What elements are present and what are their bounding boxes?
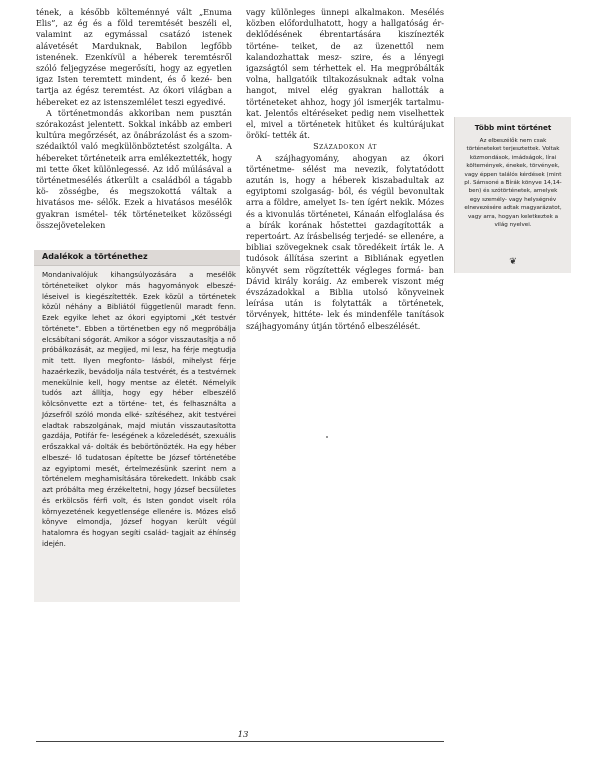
text-line: csak azt próbálta meg érzékeltetni, hogy József [42, 474, 236, 494]
text-line: mentse az életét. Némelyik tudós azt állítja, hogy [42, 377, 236, 398]
text-line: is. Mózes első könyve elmondja, József hogyan [42, 506, 236, 527]
text-line: közben előfordulhatott, hogy a hallgatóság ér- [246, 18, 444, 29]
text-line: leségének a közeledését, szexuális erőszakkal vá- [42, 431, 236, 451]
print-speck [326, 436, 328, 438]
text-line: gazdagították a repertoárt. Az írásbeliség terjedé- [246, 219, 444, 242]
text-line: Az elbeszélők nem csak [479, 138, 547, 144]
sidebar-paragraph [463, 137, 563, 229]
text-line: A történetmondás akkoriban nem pusztán [46, 107, 232, 118]
text-line: mi tette őket különlegessé. Az idő múlásával a [36, 163, 232, 174]
box-body [42, 270, 236, 550]
text-line: nyelvei. [509, 222, 532, 229]
text-line: egymással csatázó istenek alávetését Marduknak, [36, 29, 232, 51]
text-line: kultúra megőrzését, az önábrázolást és a szom- [36, 130, 232, 141]
text-line: becsületes és erkölcsös férfi volt, és Isten gondot [42, 485, 236, 505]
text-line: elnevezésére adtak [464, 205, 520, 212]
text-line: lő tudatosan építette be József történetébe az [42, 452, 237, 473]
text-line: szire, és a lényegi igazságtól sem térhettek el. Ha [246, 51, 445, 74]
text-line: zösségbe, és megszokottá váltak a hivatásos me- [36, 186, 232, 208]
text-line: történetmesélés átkerült a családból a tágabb kö- [36, 175, 232, 197]
text-line: sélők. Ezek a hivatásos mesélők gyakran ismétel- [36, 197, 232, 219]
text-line: hogyan keletkeztek a világ [494, 213, 559, 229]
text-line: lek és mindenféle tanítások szájhagyomány útján [246, 309, 444, 331]
footer-rule [36, 741, 444, 742]
text-line: ben tartja az égész teremtést. Az ókori világban a [36, 74, 232, 96]
text-line: se ellenére, a bibliai szövegeknek csak töredékeit [246, 231, 445, 253]
text-line: szítéséhez, akit testvérei eladtak rabszolgának, [42, 409, 236, 430]
text-line: került végül hatalomra és hogyan segíti család- [42, 517, 237, 537]
text-line: 14,14-ben) és [468, 180, 562, 195]
text-line: az ég és a föld teremtését beszéli el, valamint az [36, 18, 233, 40]
text-line: szédaiktól való megkülönböztetést szolgálta. A [36, 141, 232, 152]
text-line: egyetlen igaz Isten teremtett mindent, és ő kezé- [36, 63, 232, 85]
text-line: ban Dávid király koráig. Az emberek viszont még [246, 264, 444, 286]
text-line: személy- vagy helységnév [481, 196, 557, 203]
text-line: visszautasítja a nő próbálkozását, az megijed, mi [42, 334, 236, 355]
text-line: hébereket történeteik arra emlékeztették, hogy [36, 152, 232, 163]
text-line: Kánaán elfoglalása és a bírák korának hőstettei [246, 208, 444, 230]
text-line: költemények, énekek, [466, 163, 528, 170]
text-line: Mondanivalójuk kihangsúlyozására a mesélők [42, 270, 236, 279]
box-paragraph [42, 270, 236, 550]
text-line: sélést ma nevezik, folytatódott azután is, hogy a [246, 163, 444, 186]
text-line: tet, és felhasználta a Józsefről szóló monda elké- [42, 399, 236, 419]
text-line: testvérét, és a testvérnek menekülnie kell, hogy [42, 366, 237, 387]
text-line: megpróbálták volna, hallgatóik tiltakozásuknak [246, 63, 445, 85]
text-line: a történeteket ahhoz, hogy jól ismerjék tartalmu- [246, 85, 445, 107]
text-line: adtak volna hangot, mivel elég gyakran hallották [246, 74, 444, 96]
left-paragraph-2 [36, 108, 232, 231]
text-line: szótörténetek, amelyek egy [469, 188, 558, 203]
text-line: kat. Jelentős eltéréseket pedig nem viselhettek el, [246, 107, 444, 130]
text-line: után is folytatták a történetek, törvények, hittéte- [246, 298, 444, 320]
text-line: Voltak közmondások, [469, 146, 560, 161]
text-line: szórakozást jelentett. Sokkal inkább az emberi [36, 119, 232, 130]
text-line: egyiptomi mesét, értelmezésünk szerint nem a [54, 463, 236, 473]
text-line: hébereket ez az istenszemlélet teszi egyedivé. [36, 96, 226, 107]
text-line: ten ígért nekik. Mózes és a kivonulás történetei, [246, 197, 444, 219]
text-line: fenn. Ezek egyike lehet az ókori egyiptomi „Két [42, 302, 236, 322]
text-line: Babilon legfőbb istenének. Ezenkívül a héberek [36, 40, 232, 62]
text-line: ték történeteiket közösségi összejöveteleken [36, 208, 232, 230]
text-line: történelem meghamisítására törekedett. Inkább [42, 474, 217, 484]
text-line: egyetlen könyvét sem rögzítették végleges formá- [246, 253, 444, 275]
page-number: 13 [228, 730, 258, 740]
text-line: viselt róla környezetének kegyetlensége ellenére [42, 495, 236, 516]
text-line: tették át. [272, 130, 310, 141]
mid-paragraph-2 [246, 153, 444, 332]
text-line: történeteiket olykor más hagyományok elbeszé- [42, 280, 236, 290]
box-title: Adalékok a történethez [42, 252, 148, 261]
sidebar-box [454, 117, 571, 273]
mid-paragraph-1 [246, 7, 444, 141]
text-line: teremtésről szóló feljegyzése megerősíti, hogy az [36, 51, 232, 74]
adalekok-box [34, 250, 240, 602]
text-line: héberek kiszabadultak az egyiptomi szolgaság- [246, 175, 445, 197]
text-line: lásból, mihelyst férje hazaérkezik, bevádolja nála [42, 356, 237, 376]
sidebar-title: Több mint történet [474, 123, 552, 132]
text-line: léseivel is kiegészítették. Ezek közül a történetek [42, 291, 236, 301]
left-text-column [36, 7, 232, 231]
sidebar-body [463, 137, 563, 229]
text-line: történő elbeszélését. [334, 320, 421, 331]
text-line: közül néhány a Bibliától függetlenül maradt [42, 302, 213, 312]
text-line: törvények, vagy éppen [464, 163, 560, 178]
text-line: találós kérdések (mint pl. [464, 171, 562, 187]
text-line: írták le. A tudósok állítása szerint a Bibliának [246, 242, 444, 264]
box-header [34, 250, 240, 266]
text-line: imádságok, lírai [511, 154, 557, 161]
leaf-ornament-icon: ❦ [509, 257, 517, 267]
text-line: történeteket terjesztettek. [466, 146, 541, 153]
text-line: deklődésének ébrentartására kiszínezték történe- [246, 29, 444, 51]
text-line: majd miután visszautasította gazdája, Potifár fe- [42, 420, 237, 441]
text-line: magyarázatot, vagy arra, [467, 205, 562, 220]
text-line: Sámsoné a Bírák könyve [472, 180, 542, 187]
text-line: teiket, de az üzenettől nem kalandozhattak mesz- [246, 40, 444, 62]
text-line: ból, és végül bevonultak arra a földre, amelyet Is- [246, 186, 444, 208]
text-line: dolták és bebörtönözték. Ha egy héber elbeszé- [42, 442, 237, 462]
text-line: lesz, ha férje megtudja mit tett. Ilyen megfonto- [42, 345, 237, 365]
text-line: megpróbálja elcsábítani sógorát. Amikor a sógor [42, 323, 236, 344]
text-line: egy héber elbeszélő kölcsönvette ezt a történe- [42, 388, 236, 408]
text-line: tének, a később költeménnyé vált „Enuma Elis”, [36, 7, 232, 29]
middle-text-column [246, 7, 444, 332]
text-line: tagjait az éhínség idején. [42, 528, 237, 548]
text-line: A szájhagyomány, ahogyan az ókori történetme- [246, 152, 444, 174]
text-line: testvér története”. Ebben a történetben egy nő [42, 313, 236, 333]
left-paragraph-1 [36, 7, 232, 108]
text-line: mivel a történetek hitüket és kultúrájukat örökí- [246, 119, 444, 141]
section-heading: Századokon át [313, 141, 377, 152]
text-line: évszázadokkal a Biblia utolsó könyveinek leírása [246, 287, 444, 309]
text-line: vagy különleges ünnepi alkalmakon. Mesélés [246, 7, 444, 17]
